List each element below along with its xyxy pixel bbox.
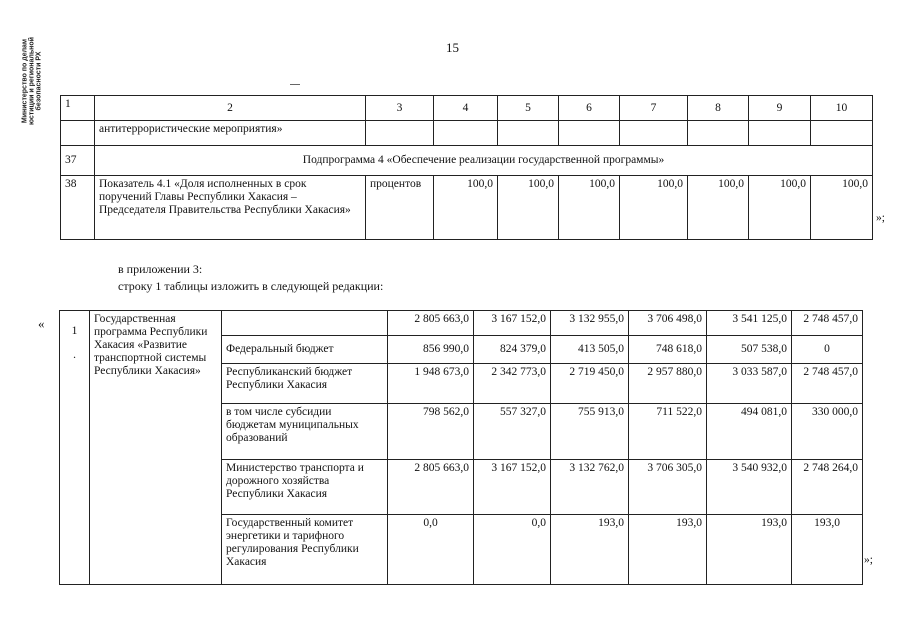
value-cell: 2 748 457,0 — [792, 364, 863, 404]
value-cell: 2 719 450,0 — [551, 364, 629, 404]
row-text: антитеррористические мероприятия» — [95, 121, 366, 146]
source-label: Государственный комитет энергетики и тарифного регулирования Республики Хакасия — [222, 515, 388, 585]
stamp-line: Министерство по делам — [21, 38, 29, 124]
closing-quote: »; — [864, 554, 873, 566]
value-cell: 193,0 — [707, 515, 792, 585]
value-cell: 3 132 955,0 — [551, 311, 629, 336]
value-cell: 193,0 — [629, 515, 707, 585]
header-cell: 7 — [620, 96, 688, 121]
stamp-line: юстиции и региональной — [28, 37, 36, 125]
header-cell: 6 — [559, 96, 620, 121]
value-cell: 2 957 880,0 — [629, 364, 707, 404]
value-cell: 3 706 305,0 — [629, 460, 707, 515]
row-number-cell — [60, 311, 90, 585]
header-cell: 5 — [498, 96, 559, 121]
value-cell: 100,0 — [620, 176, 688, 240]
table-row — [61, 121, 873, 146]
value-cell: 3 706 498,0 — [629, 311, 707, 336]
page-number: 15 — [446, 40, 459, 55]
header-cell: 2 — [95, 96, 366, 121]
value-cell: 100,0 — [434, 176, 498, 240]
value-cell: 2 805 663,0 — [388, 460, 474, 515]
value-cell: 0 — [792, 336, 863, 364]
header-cell: 10 — [811, 96, 873, 121]
subprogram-title: Подпрограмма 4 «Обеспечение реализации государственной программы» — [95, 146, 873, 176]
value-cell: 100,0 — [749, 176, 811, 240]
value-cell: 3 167 152,0 — [474, 460, 551, 515]
value-cell: 0,0 — [474, 515, 551, 585]
source-label: Федеральный бюджет — [222, 336, 388, 364]
value-cell: 1 948 673,0 — [388, 364, 474, 404]
table-header-row — [61, 96, 873, 121]
value-cell: 748 618,0 — [629, 336, 707, 364]
source-label — [222, 311, 388, 336]
value-cell: 193,0 — [551, 515, 629, 585]
value-cell: 856 990,0 — [388, 336, 474, 364]
value-cell: 711 522,0 — [629, 404, 707, 460]
program-name: Государственная программа Республики Хакасия «Развитие транспортной системы Республики Хакасия» — [90, 311, 222, 585]
value-cell: 2 342 773,0 — [474, 364, 551, 404]
funding-table — [59, 310, 863, 585]
value-cell: 557 327,0 — [474, 404, 551, 460]
table-row — [61, 176, 873, 240]
value-cell: 330 000,0 — [792, 404, 863, 460]
value-cell: 798 562,0 — [388, 404, 474, 460]
row-number: 38 — [61, 176, 95, 240]
value-cell: 824 379,0 — [474, 336, 551, 364]
indicator-name: Показатель 4.1 «Доля исполненных в срок поручений Главы Республики Хакасия – Председателя Правительства Республики Хакасия» — [95, 176, 366, 240]
text-line: в приложении 3: — [118, 262, 203, 276]
header-cell: 9 — [749, 96, 811, 121]
table-row — [61, 146, 873, 176]
value-cell: 755 913,0 — [551, 404, 629, 460]
closing-quote: »; — [876, 212, 885, 224]
row-number: 1 — [71, 325, 78, 337]
stamp-line: безопасности РХ — [35, 51, 43, 111]
text-line: строку 1 таблицы изложить в следующей редакции: — [118, 279, 384, 293]
header-cell: 4 — [434, 96, 498, 121]
value-cell: 193,0 — [792, 515, 863, 585]
header-cell: 3 — [366, 96, 434, 121]
value-cell: 3 167 152,0 — [474, 311, 551, 336]
value-cell: 3 540 932,0 — [707, 460, 792, 515]
margin-mark: · — [72, 352, 77, 364]
source-label: в том числе субсидии бюджетам муниципальных образований — [222, 404, 388, 460]
unit-cell: процентов — [366, 176, 434, 240]
indicators-table — [60, 95, 873, 240]
value-cell: 100,0 — [811, 176, 873, 240]
value-cell: 3 132 762,0 — [551, 460, 629, 515]
source-label: Министерство транспорта и дорожного хозяйства Республики Хакасия — [222, 460, 388, 515]
value-cell: 413 505,0 — [551, 336, 629, 364]
value-cell: 2 748 457,0 — [792, 311, 863, 336]
value-cell: 507 538,0 — [707, 336, 792, 364]
source-label: Республиканский бюджет Республики Хакасия — [222, 364, 388, 404]
opening-quote: « — [38, 316, 45, 331]
value-cell: 2 748 264,0 — [792, 460, 863, 515]
value-cell: 3 541 125,0 — [707, 311, 792, 336]
value-cell: 0,0 — [388, 515, 474, 585]
header-cell: 1 — [61, 96, 95, 121]
separator-mark — [290, 84, 300, 85]
value-cell: 494 081,0 — [707, 404, 792, 460]
header-cell: 8 — [688, 96, 749, 121]
value-cell: 100,0 — [688, 176, 749, 240]
table-row — [60, 311, 863, 336]
value-cell: 2 805 663,0 — [388, 311, 474, 336]
row-number: 37 — [61, 146, 95, 176]
value-cell: 100,0 — [559, 176, 620, 240]
value-cell: 100,0 — [498, 176, 559, 240]
value-cell: 3 033 587,0 — [707, 364, 792, 404]
